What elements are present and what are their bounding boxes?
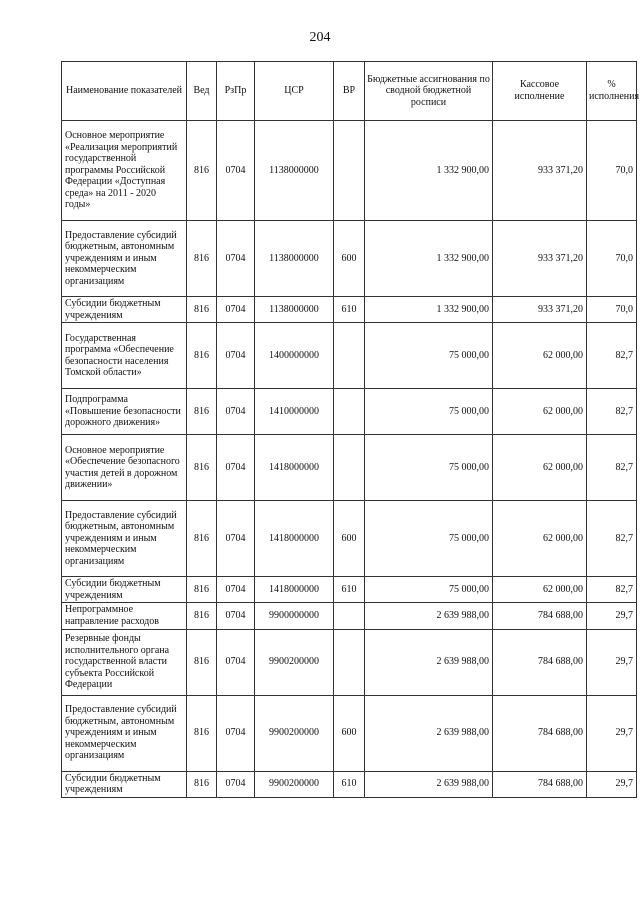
cell-vr [334,389,365,435]
cell-ved: 816 [187,603,217,629]
cell-name: Субсидии бюджетным учреждениям [62,771,187,797]
cell-rzpr: 0704 [217,221,255,297]
cell-vr [334,121,365,221]
cell-percent: 29,7 [587,695,637,771]
budget-execution-table [61,61,640,798]
header-ved: Вед [187,62,217,121]
header-csr: ЦСР [255,62,334,121]
cell-percent: 70,0 [587,221,637,297]
cell-assignments: 1 332 900,00 [365,221,493,297]
cell-ved: 816 [187,629,217,695]
cell-cash: 62 000,00 [493,577,587,603]
cell-ved: 816 [187,297,217,323]
cell-name: Основное мероприятие «Реализация мероприятий государственной программы Российской Федерации «Доступная среда» на 2011 - 2020 годы» [62,121,187,221]
cell-percent: 82,7 [587,389,637,435]
cell-name: Государственная программа «Обеспечение безопасности населения Томской области» [62,323,187,389]
cell-vr: 600 [334,501,365,577]
cell-ved: 816 [187,577,217,603]
cell-csr: 1400000000 [255,323,334,389]
table-row [62,323,637,389]
cell-csr: 9900200000 [255,695,334,771]
cell-csr: 1410000000 [255,389,334,435]
cell-percent: 82,7 [587,577,637,603]
cell-csr: 1418000000 [255,435,334,501]
cell-rzpr: 0704 [217,629,255,695]
table-row [62,121,637,221]
cell-assignments: 2 639 988,00 [365,603,493,629]
cell-assignments: 1 332 900,00 [365,297,493,323]
cell-ved: 816 [187,435,217,501]
cell-rzpr: 0704 [217,323,255,389]
cell-name: Подпрограмма «Повышение безопасности дорожного движения» [62,389,187,435]
cell-cash: 784 688,00 [493,695,587,771]
cell-percent: 82,7 [587,323,637,389]
cell-name: Резервные фонды исполнительного органа государственной власти субъекта Российской Федерации [62,629,187,695]
cell-name: Непрограммное направление расходов [62,603,187,629]
cell-vr: 610 [334,297,365,323]
cell-vr: 600 [334,695,365,771]
cell-cash: 62 000,00 [493,435,587,501]
cell-percent: 82,7 [587,501,637,577]
header-name: Наименование показателей [62,62,187,121]
table-row [62,389,637,435]
cell-csr: 9900200000 [255,771,334,797]
cell-cash: 62 000,00 [493,389,587,435]
cell-assignments: 75 000,00 [365,501,493,577]
cell-rzpr: 0704 [217,121,255,221]
cell-rzpr: 0704 [217,501,255,577]
cell-assignments: 2 639 988,00 [365,695,493,771]
cell-vr: 610 [334,577,365,603]
cell-cash: 784 688,00 [493,629,587,695]
table-row [62,501,637,577]
cell-vr [334,435,365,501]
cell-name: Основное мероприятие «Обеспечение безопасного участия детей в дорожном движении» [62,435,187,501]
cell-ved: 816 [187,121,217,221]
cell-cash: 784 688,00 [493,603,587,629]
cell-name: Предоставление субсидий бюджетным, автономным учреждениям и иным некоммерческим организациям [62,501,187,577]
cell-ved: 816 [187,695,217,771]
cell-rzpr: 0704 [217,695,255,771]
header-assignments: Бюджетные ассигнования по сводной бюджетной росписи [365,62,493,121]
table-row [62,771,637,797]
cell-rzpr: 0704 [217,577,255,603]
cell-assignments: 1 332 900,00 [365,121,493,221]
cell-cash: 62 000,00 [493,501,587,577]
cell-ved: 816 [187,501,217,577]
cell-name: Предоставление субсидий бюджетным, автономным учреждениям и иным некоммерческим организациям [62,695,187,771]
cell-vr: 600 [334,221,365,297]
page-number: 204 [309,30,331,45]
cell-percent: 29,7 [587,771,637,797]
cell-rzpr: 0704 [217,389,255,435]
cell-csr: 9900200000 [255,629,334,695]
cell-ved: 816 [187,221,217,297]
table-row [62,695,637,771]
cell-rzpr: 0704 [217,771,255,797]
cell-rzpr: 0704 [217,297,255,323]
cell-rzpr: 0704 [217,603,255,629]
cell-assignments: 2 639 988,00 [365,629,493,695]
table-body [62,121,637,798]
cell-assignments: 75 000,00 [365,577,493,603]
cell-csr: 1418000000 [255,577,334,603]
header-vr: ВР [334,62,365,121]
cell-cash: 933 371,20 [493,297,587,323]
cell-percent: 29,7 [587,603,637,629]
cell-assignments: 75 000,00 [365,389,493,435]
cell-name: Субсидии бюджетным учреждениям [62,577,187,603]
cell-percent: 70,0 [587,121,637,221]
cell-vr [334,603,365,629]
cell-vr [334,323,365,389]
header-cash: Кассовое исполнение [493,62,587,121]
cell-percent: 82,7 [587,435,637,501]
cell-ved: 816 [187,771,217,797]
cell-cash: 62 000,00 [493,323,587,389]
header-percent: % исполнения [587,62,637,121]
cell-cash: 784 688,00 [493,771,587,797]
cell-cash: 933 371,20 [493,121,587,221]
cell-csr: 1138000000 [255,297,334,323]
cell-csr: 9900000000 [255,603,334,629]
cell-ved: 816 [187,389,217,435]
cell-name: Предоставление субсидий бюджетным, автономным учреждениям и иным некоммерческим организациям [62,221,187,297]
cell-vr: 610 [334,771,365,797]
cell-percent: 29,7 [587,629,637,695]
table-row [62,603,637,629]
cell-csr: 1418000000 [255,501,334,577]
cell-rzpr: 0704 [217,435,255,501]
cell-name: Субсидии бюджетным учреждениям [62,297,187,323]
cell-csr: 1138000000 [255,221,334,297]
cell-ved: 816 [187,323,217,389]
table-row [62,577,637,603]
cell-assignments: 2 639 988,00 [365,771,493,797]
table-row [62,221,637,297]
table-row [62,297,637,323]
table-row [62,435,637,501]
cell-percent: 70,0 [587,297,637,323]
cell-assignments: 75 000,00 [365,435,493,501]
table-header-row [62,62,637,121]
cell-cash: 933 371,20 [493,221,587,297]
cell-assignments: 75 000,00 [365,323,493,389]
cell-vr [334,629,365,695]
cell-csr: 1138000000 [255,121,334,221]
table-row [62,629,637,695]
header-rzpr: РзПр [217,62,255,121]
